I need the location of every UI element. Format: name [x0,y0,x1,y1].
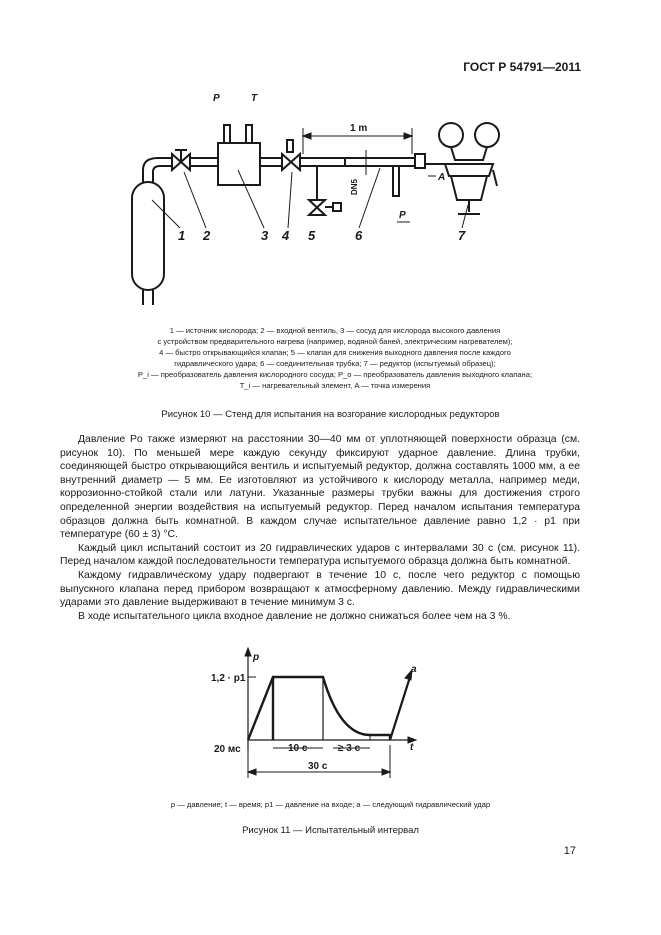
t-axis-label: t [410,742,414,753]
gauge-left [439,123,463,147]
paragraph: Каждый цикл испытаний состоит из 20 гидравлических ударов с интервалами 30 с (см. рисунок 11). Перед началом каждой последовательности температура испытуемого образца должна быть комнатной. [60,542,580,568]
next-pulse-label: a [411,664,417,675]
body-text [60,433,580,623]
ramp-label: 20 мс [214,744,241,755]
pressure-curve [248,677,390,740]
figure-10-diagram [0,0,661,320]
paragraph: В ходе испытательного цикла входное давление не должно снижаться более чем на 3 %. [78,610,511,622]
oxygen-vessel [218,143,260,185]
figure-10-caption: Рисунок 10 — Стенд для испытания на возгорание кислородных редукторов [161,409,500,420]
t-sensor-label: T [251,93,258,104]
p-axis-label: p [253,652,260,663]
label-2: 2 [203,228,211,243]
gauge-right [475,123,499,147]
period-label: 30 с [308,761,328,772]
legend-line: с устройством предварительного нагрева (например, водяной баней, электрическим нагревателем); [157,337,513,346]
point-a-label: A [438,172,446,183]
page-number: 17 [563,845,576,857]
label-6: 6 [355,228,363,243]
legend-line: 1 — источник кислорода; 2 — входной вентиль, 3 — сосуд для кислорода высокого давления [169,326,501,335]
figure-11-diagram [0,640,661,800]
label-3: 3 [261,228,269,243]
pressure-relief-valve [309,200,325,215]
peak-label: 1,2 · p1 [211,673,246,684]
paragraph: Давление Pо также измеряют на расстоянии 30—40 мм от уплотняющей поверхности образца (см. рисунок 10). По меньшей мере каждую секунду фиксируют ударное давление. Длина трубки, соединяющей быстро открывающийся вентиль и испытуемый редуктор, должна составлять 1000 мм, а ее внутренний диаметр — 5 мм. Ее изготовляют из устойчивого к кислороду металла, например меди, коррозионно-стойкой стали или латуни. Указанные размеры трубки важны для достижения строго определенной энергии воздействия на испытуемый редуктор. Перед началом испытания температура образцов должна быть комнатной. В каждом случае испытательное давление равно 1,2 · p1 при температуре (60 ± 3) °С. [60,434,580,541]
figure-11-legend: p — давление; t — время; p1 — давление на входе; a — следующий гидравлический удар [170,800,491,809]
hold-label: 10 с [288,743,308,754]
rest-label: ≥ 3 с [338,743,361,754]
dn-label: DN5 [350,178,359,195]
legend-line: гидравлического удара; 6 — соединительная трубка; 7 — редуктор (испытуемый образец); [174,359,496,368]
label-7: 7 [458,228,466,243]
label-4: 4 [282,228,290,243]
label-1: 1 [178,228,186,243]
fast-opening-valve [282,154,300,170]
po-label: P [399,210,406,221]
oxygen-cylinder [132,182,164,290]
figure-10-legend [100,325,570,391]
legend-line: T_i — нагревательный элемент, A — точка измерения [239,381,431,390]
label-5: 5 [308,228,316,243]
legend-line: 4 — быстро открывающийся клапан; 5 — клапан для снижения выходного давления после каждого [159,348,511,357]
distance-label: 1 m [350,123,368,134]
standard-header: ГОСТ Р 54791—2011 [463,60,581,74]
p-sensor-label: P [213,93,220,104]
paragraph: Каждому гидравлическому удару подвергают в течение 10 с, после чего редуктор с помощью выпускного клапана перед прибором возвращают к атмосферному давлению. Между гидравлическими ударами это давление выдерживают в течение минимум 3 с. [60,569,580,609]
legend-line: P_i — преобразователь давления кислородного сосуда; P_o — преобразователь давления выходного клапана; [137,370,533,379]
figure-11-caption: Рисунок 11 — Испытательный интервал [242,825,419,836]
